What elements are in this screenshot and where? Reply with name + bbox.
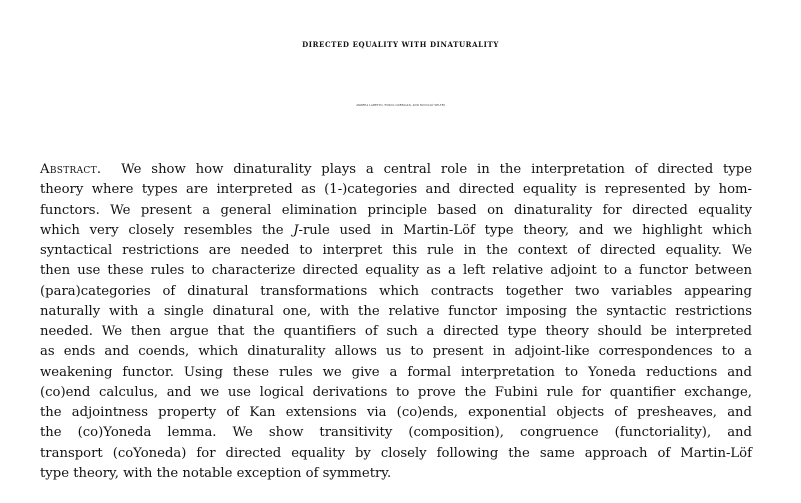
abstract-line: type theory, with the notable exception of symmetry.: [40, 465, 392, 481]
abstract-line: theory where types are interpreted as (1-)categories and directed equality is represented by hom-: [40, 182, 752, 198]
paper-authors: ANDREA LARETTO, FOSCO LOREGIAN, AND NICCOLÒ VELTRI: [356, 104, 445, 107]
abstract-line: the adjointness property of Kan extensions via (co)ends, exponential objects of presheaves, and: [40, 405, 752, 420]
abstract-text: -rule used in Martin-Löf type theory, and we highlight which: [298, 222, 752, 238]
j-rule-symbol: J: [293, 222, 299, 238]
abstract-line: as ends and coends, which dinaturality allows us to present in adjoint-like correspondences to a: [40, 344, 752, 360]
abstract-line: (co)end calculus, and we use logical derivations to prove the Fubini rule for quantifier exchange,: [40, 384, 752, 400]
abstract-line: syntactical restrictions are needed to interpret this rule in the context of directed equality. We: [40, 243, 752, 258]
abstract-line: [40, 160, 752, 180]
abstract-block: [40, 160, 752, 484]
abstract-line: transport (coYoneda) for directed equality by closely following the same approach of Martin-Löf: [40, 445, 752, 461]
paper-title: DIRECTED EQUALITY WITH DINATURALITY: [302, 40, 499, 49]
abstract-label: Abstract.: [40, 162, 102, 177]
abstract-line: (para)categories of dinatural transformations which contracts together two variables appearing: [40, 283, 752, 299]
abstract-line: the (co)Yoneda lemma. We show transitivity (composition), congruence (functoriality), and: [40, 425, 752, 441]
abstract-text: We show how dinaturality plays a central role in the interpretation of directed type: [121, 162, 753, 177]
abstract-line: needed. We then argue that the quantifiers of such a directed type theory should be interpreted: [40, 324, 752, 339]
abstract-line: functors. We present a general elimination principle based on dinaturality for directed equality: [40, 202, 752, 218]
abstract-line: then use these rules to characterize directed equality as a left relative adjoint to a functor between: [40, 263, 752, 279]
abstract-line: [40, 221, 752, 241]
abstract-text: which very closely resembles the: [40, 222, 294, 238]
abstract-line: weakening functor. Using these rules we give a formal interpretation to Yoneda reductions and: [40, 364, 752, 380]
abstract-line: naturally with a single dinatural one, with the relative functor imposing the syntactic restrictions: [40, 303, 752, 319]
